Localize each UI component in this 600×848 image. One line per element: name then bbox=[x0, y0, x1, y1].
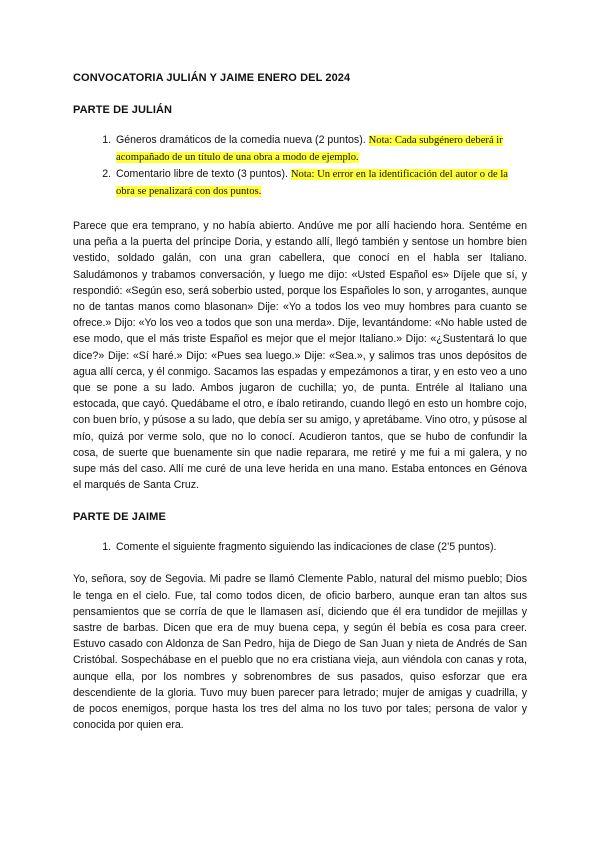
jaime-questions-list bbox=[73, 539, 527, 555]
highlighted-note: Nota: Un error en la identificación del autor o de la obra se penalizará con dos puntos. bbox=[116, 169, 508, 197]
list-item bbox=[114, 166, 527, 200]
julian-passage: Parece que era temprano, y no había abierto. Andúve me por allí haciendo hora. Sentéme en una peña a la puerta del príncipe Doria, y estando allí, llegó también y sentose un hombre bien vestido, soldado galán, con una gran cabellera, que conocí en el habla ser Italiano. Saludámonos y trabamos conversación, y luego me dijo: «Usted Español es» Díjele que sí, y respondió: «Según eso, será soberbio usted, porque los Españoles lo son, y arrogantes, aunque no de tantas manos como blasonan» Dije: «Yo a todos los veo muy hombres para cuanto se ofrece.» Dijo: «Yo los veo a todos que son una merda». Dije, levantándome: «No hable usted de ese modo, que el más triste Español es mejor que el mejor Italiano.» Dijo: «¿Sustentará lo que dice?» Dije: «Sí haré.» Dijo: «Pues sea luego.» Dije: «Sea.», y salimos tras unos depósitos de agua allí cerca, y él conmigo. Sacamos las espadas y empezámonos a tirar, y en esto veo a uno que se pone a su lado. Ambos jugaron de cuchilla; yo, de punta. Entréle al Italiano una estocada, que cayó. Quedábame el otro, e íbalo retirando, cuando llegó en esto un hombre cojo, con buen brío, y púsose a su lado, que debía ser su amigo, y apretábame. Vino otro, y púsose al mío, quizá por verme solo, que no lo conocí. Acudieron tantos, que se hubo de confundir la cosa, de suerte que buenamente sin que nadie reparara, me retiré y me fui a mi galera, y no supe más del caso. Allí me curé de una leve herida en una mano. Estaba entonces en Génova el marqués de Santa Cruz. bbox=[73, 220, 527, 492]
highlighted-note: Nota: Cada subgénero deberá ir acompañado de un título de una obra a modo de ejemplo. bbox=[116, 135, 503, 163]
section-heading-julian: PARTE DE JULIÁN bbox=[73, 104, 173, 116]
question-text: Comente el siguiente fragmento siguiendo las indicaciones de clase (2’5 puntos). bbox=[116, 541, 497, 554]
list-item bbox=[114, 539, 527, 555]
section-heading-jaime: PARTE DE JAIME bbox=[73, 511, 166, 524]
question-text: Comentario libre de texto (3 puntos). bbox=[116, 168, 288, 180]
question-text: Géneros dramáticos de la comedia nueva (2 puntos). bbox=[116, 134, 366, 146]
julian-questions-list bbox=[73, 132, 527, 200]
jaime-passage: Yo, señora, soy de Segovia. Mi padre se llamó Clemente Pablo, natural del mismo pueblo; Dios le tenga en el cielo. Fue, tal como todos dicen, de oficio barbero, aunque eran tan altos sus pensamientos que se corría de que le llamasen así, diciendo que él era tundidor de mejillas y sastre de barbas. Dicen que era de muy buena cepa, y según él bebía es cosa para creer. Estuvo casado con Aldonza de San Pedro, hija de Diego de San Juan y nieta de Andrés de San Cristóbal. Sospechábase en el pueblo que no era cristiana vieja, aun viéndola con canas y rota, aunque ella, por los nombres y sobrenombres de sus pasados, quiso esforzar que era descendiente de la gloria. Tuvo muy buen parecer para letrado; mujer de amigas y cuadrilla, y de pocos enemigos, porque hasta los tres del alma no los tuvo por tales; persona de valor y conocida por quien era. bbox=[73, 573, 527, 732]
document-title: CONVOCATORIA JULIÁN Y JAIME ENERO DEL 2024 bbox=[73, 72, 351, 84]
list-item bbox=[114, 132, 527, 166]
